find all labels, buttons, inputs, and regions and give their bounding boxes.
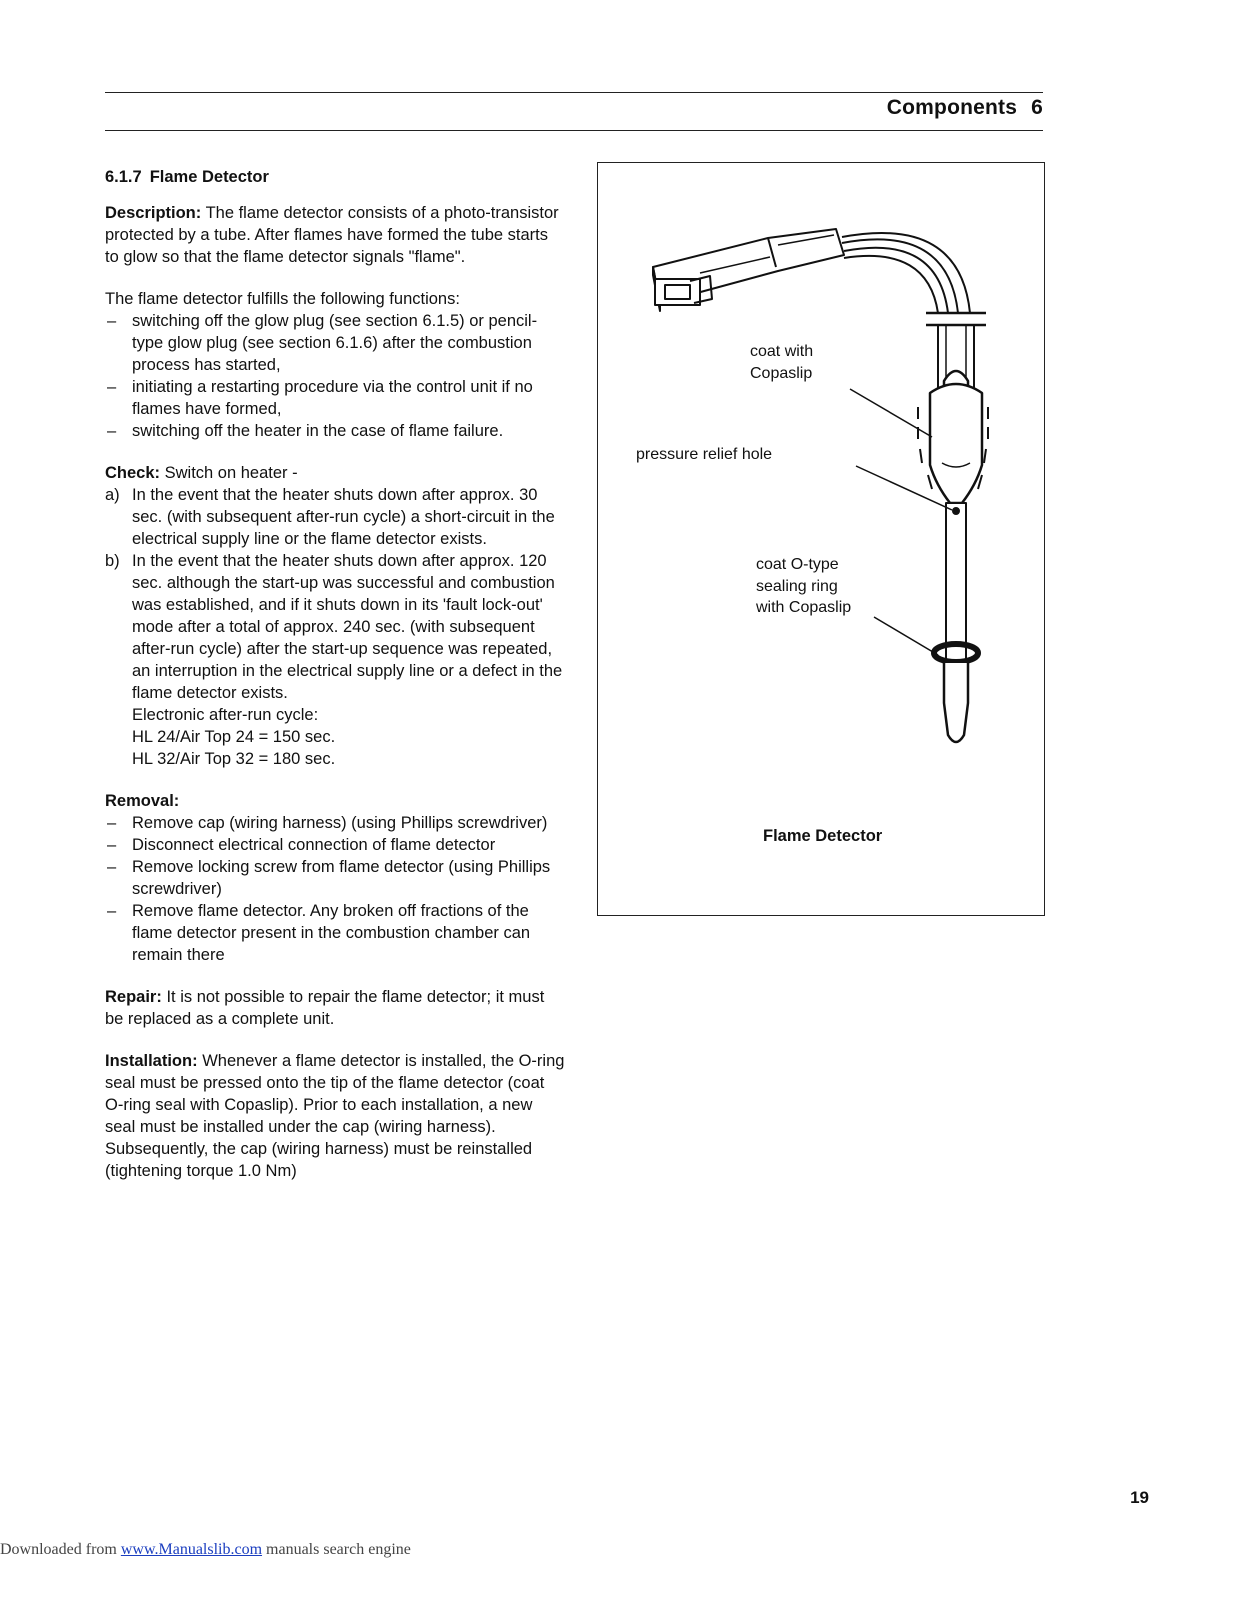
check-list <box>105 484 565 770</box>
list-item: – initiating a restarting procedure via the control unit if no flames have formed, <box>105 376 565 420</box>
list-item-text: In the event that the heater shuts down after approx. 30 sec. (with subsequent after-run cycle) a short-circuit in the electrical supply line or the flame detector exists. <box>132 486 555 548</box>
afterrun-line-2: HL 32/Air Top 32 = 180 sec. <box>132 750 336 768</box>
removal-block <box>105 790 565 966</box>
list-marker: b) <box>105 552 120 570</box>
section-heading <box>105 166 565 188</box>
label-oring-line-2: sealing ring <box>756 577 838 595</box>
page-header <box>887 96 1043 120</box>
flame-detector-drawing <box>598 163 1046 917</box>
section-number: 6.1.7 <box>105 168 142 186</box>
functions-list <box>105 310 565 442</box>
label-oring <box>756 554 851 619</box>
label-coat-line-2: Copaslip <box>750 364 813 382</box>
list-item: – Remove cap (wiring harness) (using Phillips screwdriver) <box>105 812 565 834</box>
check-block <box>105 462 565 770</box>
list-item: – Remove locking screw from flame detector (using Phillips screwdriver) <box>105 856 565 900</box>
removal-list <box>105 812 565 966</box>
header-rule-bottom <box>105 130 1043 131</box>
footer-link[interactable]: www.Manualslib.com <box>120 1541 263 1558</box>
label-pressure-relief: pressure relief hole <box>636 446 773 463</box>
footer <box>0 1541 411 1559</box>
page-number: 19 <box>1130 1488 1149 1507</box>
section-title: Flame Detector <box>149 168 269 186</box>
label-oring-line-3: with Copaslip <box>756 599 852 616</box>
list-item <box>105 550 565 770</box>
functions-block <box>105 288 565 442</box>
repair-label: Repair: <box>105 988 162 1006</box>
check-text: Switch on heater - <box>164 464 298 482</box>
list-marker: a) <box>105 486 120 504</box>
list-item: – switching off the glow plug (see section 6.1.5) or pencil-type glow plug (see section 6.1.6) after the combustion process has started, <box>105 310 565 376</box>
afterrun-line-1: HL 24/Air Top 24 = 150 sec. <box>132 728 336 746</box>
figure-frame <box>597 162 1045 916</box>
list-item: – Remove flame detector. Any broken off fractions of the flame detector present in the combustion chamber can remain there <box>105 900 565 966</box>
header-chapter: 6 <box>1031 96 1043 119</box>
header-rule-top <box>105 92 1043 93</box>
repair-block <box>105 986 565 1030</box>
removal-label: Removal: <box>105 792 180 810</box>
list-item <box>105 484 565 550</box>
header-title: Components <box>886 96 1018 119</box>
footer-prefix: Downloaded from <box>0 1541 121 1558</box>
list-item: – Disconnect electrical connection of flame detector <box>105 834 565 856</box>
afterrun-title: Electronic after-run cycle: <box>132 706 319 724</box>
list-item-text: In the event that the heater shuts down after approx. 120 sec. although the start-up was successful and combustion was established, and if it shuts down in its 'fault lock-out' mode after a total of approx. 240 sec. (with subsequent after-run cycle) after the start-up sequence was repeated, an interruption in the electrical supply line or a defect in the flame detector exists. <box>132 552 563 702</box>
text-column <box>105 166 565 1202</box>
installation-text: Whenever a flame detector is installed, the O-ring seal must be pressed onto the tip of the flame detector (coat O-ring seal with Copaslip). Prior to each installation, a new seal must be installed under the cap (wiring harness). Subsequently, the cap (wiring harness) must be reinstalled (tightening torque 1.0 Nm) <box>105 1052 565 1180</box>
check-label: Check: <box>105 464 161 482</box>
label-oring-line-1: coat O-type <box>756 556 839 573</box>
list-item: – switching off the heater in the case of flame failure. <box>105 420 565 442</box>
repair-text: It is not possible to repair the flame detector; it must be replaced as a complete unit. <box>105 988 545 1028</box>
label-coat-line-1: coat with <box>750 343 814 360</box>
description-text: The flame detector consists of a photo-transistor protected by a tube. After flames have formed the tube starts to glow so that the flame detector signals "flame". <box>105 204 559 266</box>
footer-suffix: manuals search engine <box>262 1541 411 1558</box>
description-block <box>105 202 565 268</box>
description-label: Description: <box>105 204 202 222</box>
figure-caption: Flame Detector <box>763 827 883 845</box>
functions-intro: The flame detector fulfills the following functions: <box>105 290 460 308</box>
label-coat <box>750 341 813 384</box>
installation-label: Installation: <box>105 1052 198 1070</box>
installation-block <box>105 1050 565 1182</box>
